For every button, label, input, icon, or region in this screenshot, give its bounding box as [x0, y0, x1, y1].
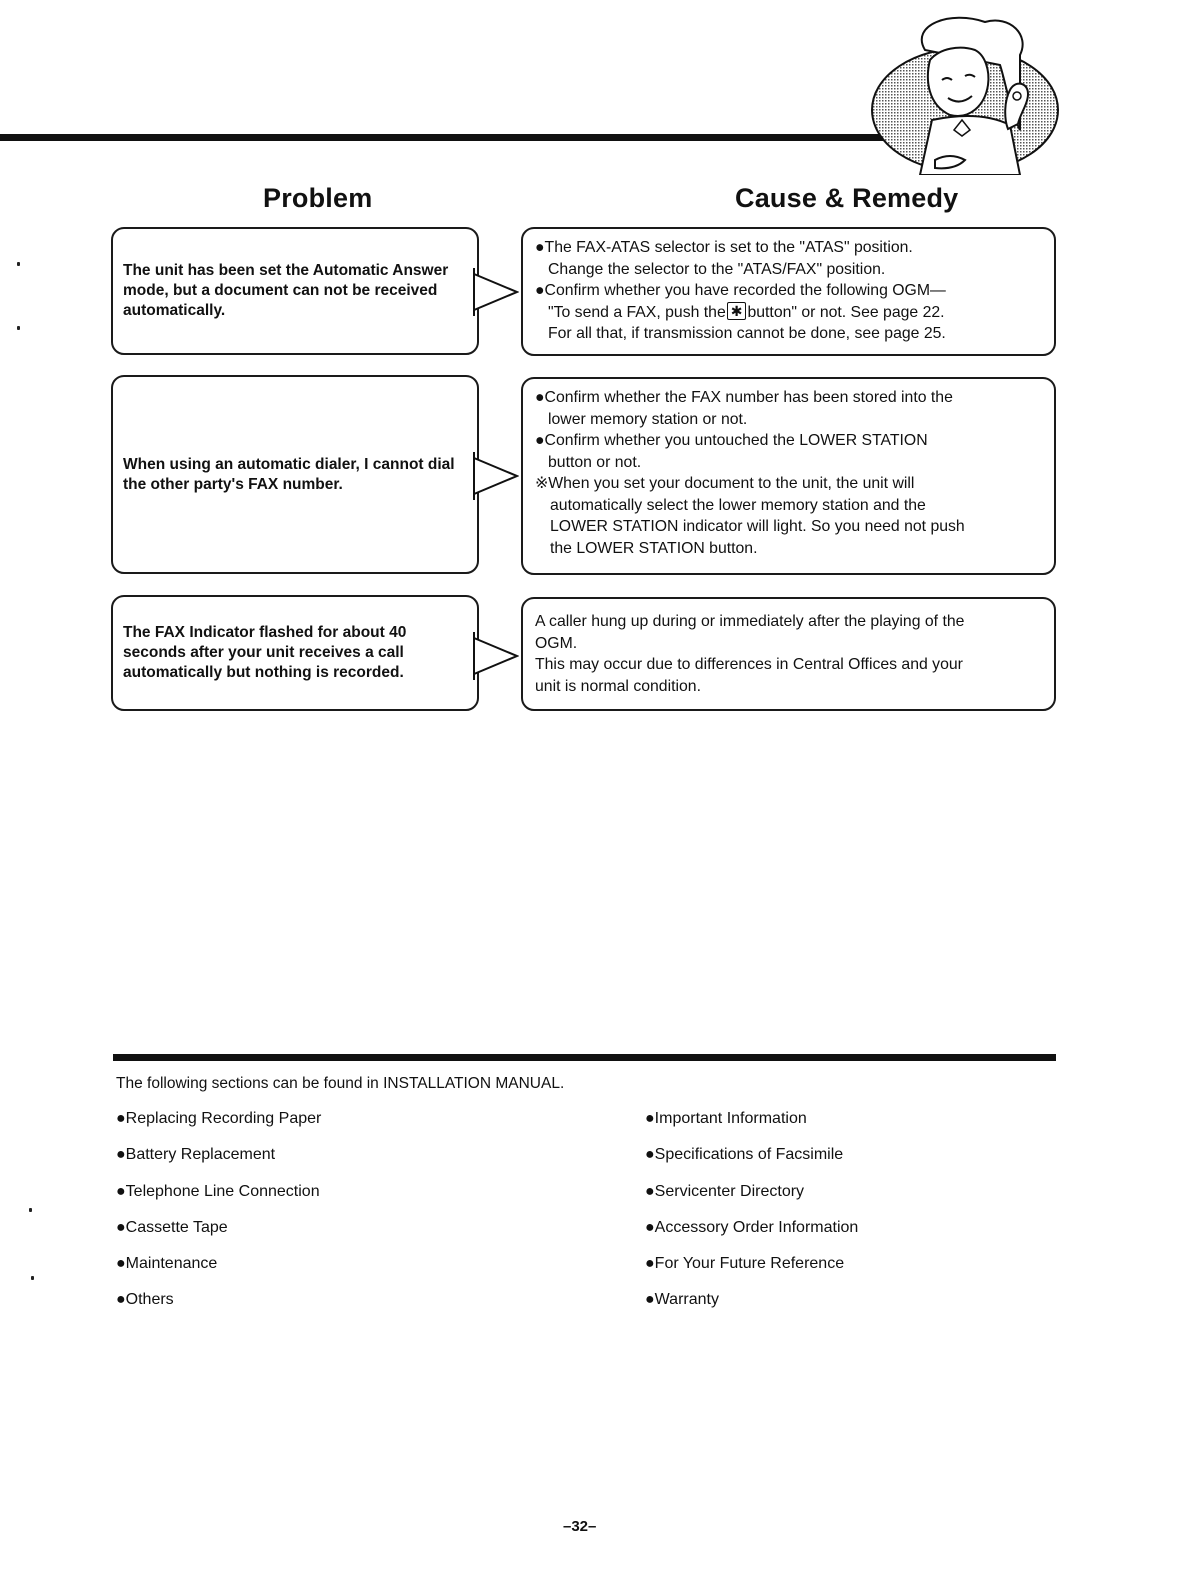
cause-line: A caller hung up during or immediately after the playing of the: [535, 613, 965, 630]
list-item: ●Warranty: [645, 1291, 719, 1309]
installation-list-left: [116, 1110, 321, 1328]
problem-box-2: [111, 375, 479, 574]
cause-line: automatically select the lower memory station and the: [550, 496, 926, 514]
list-item: ●For Your Future Reference: [645, 1255, 845, 1273]
list-item: ●Battery Replacement: [116, 1146, 276, 1164]
cause-box-2: [521, 377, 1056, 575]
cause-line: For all that, if transmission cannot be done, see page 25.: [548, 325, 946, 342]
cause-line-part: button" or not. See page 22.: [747, 303, 945, 321]
arrow-right-icon: [471, 450, 519, 502]
list-item: ●Servicenter Directory: [645, 1182, 805, 1200]
cause-line: Change the selector to the "ATAS/FAX" position.: [548, 260, 886, 278]
scan-speck: [17, 326, 20, 330]
cause-line: ●Confirm whether the FAX number has been stored into the: [535, 389, 953, 406]
cause-line: [535, 302, 1042, 324]
cause-line: button or not.: [548, 453, 642, 471]
list-item: ●Telephone Line Connection: [116, 1182, 320, 1200]
star-key-icon: ✱: [727, 302, 747, 320]
installation-list-right: [645, 1110, 858, 1328]
problem-text: The unit has been set the Automatic Answer mode, but a document can not be received automatically.: [123, 262, 449, 319]
list-item: ●Cassette Tape: [116, 1218, 228, 1236]
scan-speck: [29, 1208, 32, 1212]
cause-line: ※When you set your document to the unit, the unit will: [535, 475, 915, 492]
scan-speck: [17, 262, 20, 266]
cause-line-part: "To send a FAX, push the: [548, 303, 726, 321]
problem-text: When using an automatic dialer, I cannot dial the other party's FAX number.: [123, 455, 455, 493]
cause-line: LOWER STATION indicator will light. So you need not push: [550, 518, 965, 535]
problem-heading: Problem: [263, 183, 373, 213]
cause-line: the LOWER STATION button.: [550, 539, 758, 557]
list-item: ●Accessory Order Information: [645, 1218, 859, 1236]
list-item: ●Replacing Recording Paper: [116, 1110, 322, 1127]
cause-line: OGM.: [535, 634, 578, 652]
list-item: ●Specifications of Facsimile: [645, 1146, 844, 1164]
cause-remedy-heading: Cause & Remedy: [735, 183, 959, 213]
problem-box-3: [111, 595, 479, 711]
cause-line: This may occur due to differences in Central Offices and your: [535, 656, 963, 673]
problem-text: The FAX Indicator flashed for about 40 seconds after your unit receives a call automatically but nothing is recorded.: [123, 624, 407, 681]
arrow-right-icon: [471, 266, 519, 318]
arrow-right-icon: [471, 630, 519, 682]
mascot-illustration-icon: [870, 10, 1065, 175]
cause-line: ●The FAX-ATAS selector is set to the "ATAS" position.: [535, 239, 913, 256]
cause-line: lower memory station or not.: [548, 410, 748, 428]
cause-line: unit is normal condition.: [535, 677, 701, 695]
scan-speck: [31, 1276, 34, 1280]
cause-line: ●Confirm whether you untouched the LOWER STATION: [535, 432, 928, 449]
cause-box-3: [521, 597, 1056, 711]
installation-intro: The following sections can be found in INSTALLATION MANUAL.: [116, 1075, 565, 1092]
cause-box-1: [521, 227, 1056, 356]
list-item: ●Others: [116, 1291, 174, 1309]
cause-line: ●Confirm whether you have recorded the following OGM—: [535, 282, 946, 299]
page-number: –32–: [563, 1518, 597, 1535]
problem-box-1: [111, 227, 479, 355]
list-item: ●Maintenance: [116, 1255, 218, 1273]
top-rule: [0, 134, 930, 141]
list-item: ●Important Information: [645, 1110, 807, 1127]
section-divider: [113, 1054, 1056, 1061]
